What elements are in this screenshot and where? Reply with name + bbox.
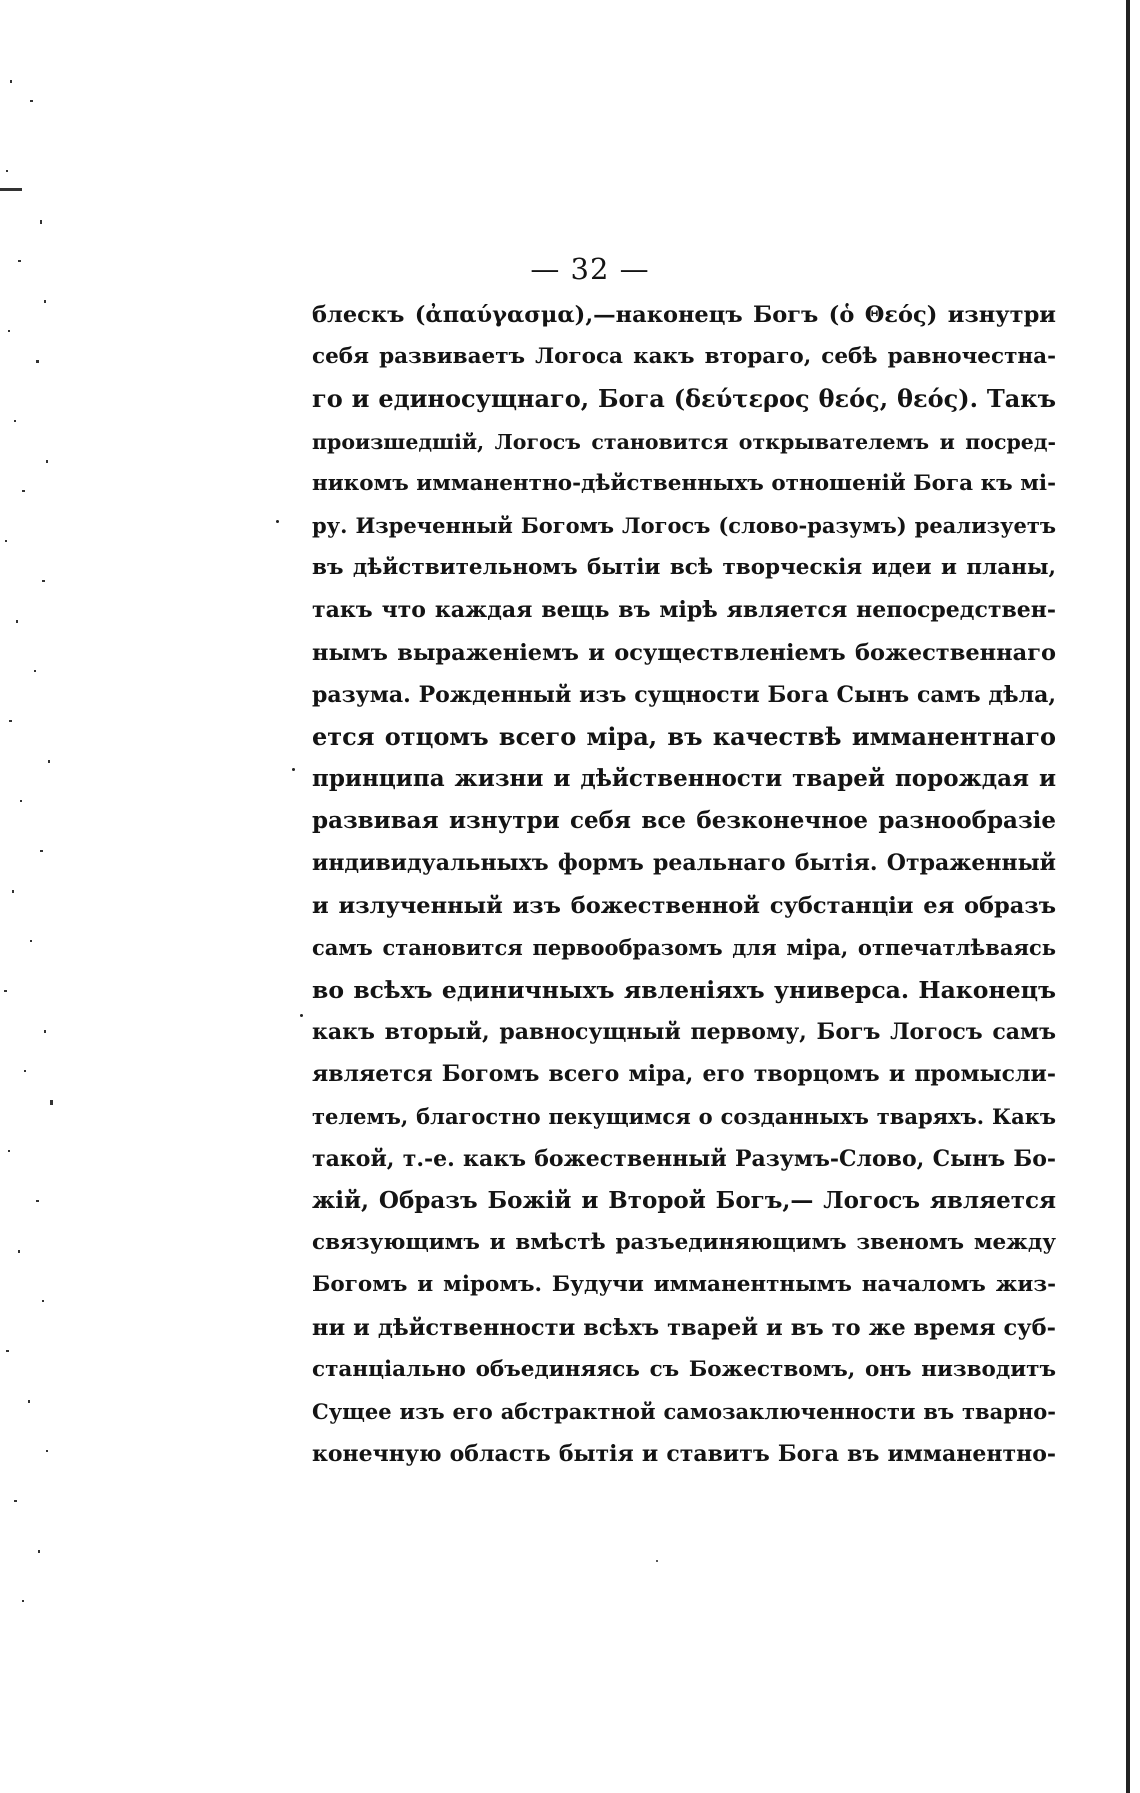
- text-line: себя развиваетъ Логоса какъ втораго, себѣ равночестна-: [312, 344, 1056, 370]
- text-line: нымъ выраженіемъ и осуществленіемъ божественнаго: [312, 639, 1056, 666]
- text-line: телемъ, благостно пекущимся о созданныхъ тваряхъ. Какъ: [312, 1103, 1056, 1129]
- page-number: — 32 —: [530, 252, 650, 286]
- right-page-edge: [1126, 0, 1130, 1793]
- text-line: ется отцомъ всего міра, въ качествѣ имманентнаго: [312, 721, 1056, 751]
- text-line: конечную область бытія и ставитъ Бога въ имманентно-: [312, 1441, 1056, 1468]
- text-line: разума. Рожденный изъ сущности Бога Сынъ самъ дѣла,: [312, 681, 1056, 708]
- text-line: самъ становится первообразомъ для міра, отпечатлѣваясь: [312, 934, 1056, 960]
- text-line: станціально объединяясь съ Божествомъ, онъ низводитъ: [312, 1356, 1056, 1382]
- body-text: [312, 294, 1056, 1475]
- text-line: го и единосущнаго, Бога (δεύτερος θεός, θεός). Такъ: [312, 384, 1056, 414]
- text-line: индивидуальныхъ формъ реальнаго бытія. Отраженный: [312, 850, 1056, 877]
- ink-speck: [300, 1014, 303, 1017]
- text-line: Сущее изъ его абстрактной самозаключенности въ тварно-: [312, 1398, 1056, 1424]
- ink-speck: [292, 768, 295, 771]
- text-line: и излученный изъ божественной субстанціи ея образъ: [312, 892, 1056, 919]
- scan-edge-noise: [0, 60, 70, 1680]
- text-line: какъ вторый, равносущный первому, Богъ Логосъ самъ: [312, 1019, 1056, 1046]
- text-line: развивая изнутри себя все безконечное разнообразіе: [312, 807, 1056, 835]
- text-line: жій, Образъ Божій и Второй Богъ,— Логосъ является: [312, 1186, 1056, 1214]
- text-line: такъ что каждая вещь въ мірѣ является непосредствен-: [312, 597, 1056, 624]
- text-line: никомъ имманентно-дѣйственныхъ отношеній Бога къ мі-: [312, 470, 1056, 496]
- text-line: произшедшій, Логосъ становится открывателемъ и посред-: [312, 429, 1056, 454]
- text-line: въ дѣйствительномъ бытіи всѣ творческія идеи и планы,: [312, 555, 1056, 581]
- text-line: ни и дѣйственности всѣхъ тварей и въ то же время суб-: [312, 1314, 1056, 1341]
- text-line: связующимъ и вмѣстѣ разъединяющимъ звеномъ между: [312, 1230, 1056, 1256]
- text-line: такой, т.-е. какъ божественный Разумъ-Слово, Сынъ Бо-: [312, 1145, 1056, 1172]
- text-line: Богомъ и міромъ. Будучи имманентнымъ началомъ жиз-: [312, 1272, 1056, 1298]
- text-line: принципа жизни и дѣйственности тварей порождая и: [312, 765, 1056, 793]
- text-line: является Богомъ всего міра, его творцомъ и промысли-: [312, 1061, 1056, 1088]
- text-line: во всѣхъ единичныхъ явленіяхъ универса. Наконецъ: [312, 976, 1056, 1004]
- ink-speck: [656, 1560, 658, 1562]
- ink-speck: [276, 520, 279, 523]
- text-line: ру. Изреченный Богомъ Логосъ (слово-разумъ) реализуетъ: [312, 512, 1056, 538]
- text-line: блескъ (ἀπαύγασμα),—наконецъ Богъ (ὁ Θεός) изнутри: [312, 302, 1056, 328]
